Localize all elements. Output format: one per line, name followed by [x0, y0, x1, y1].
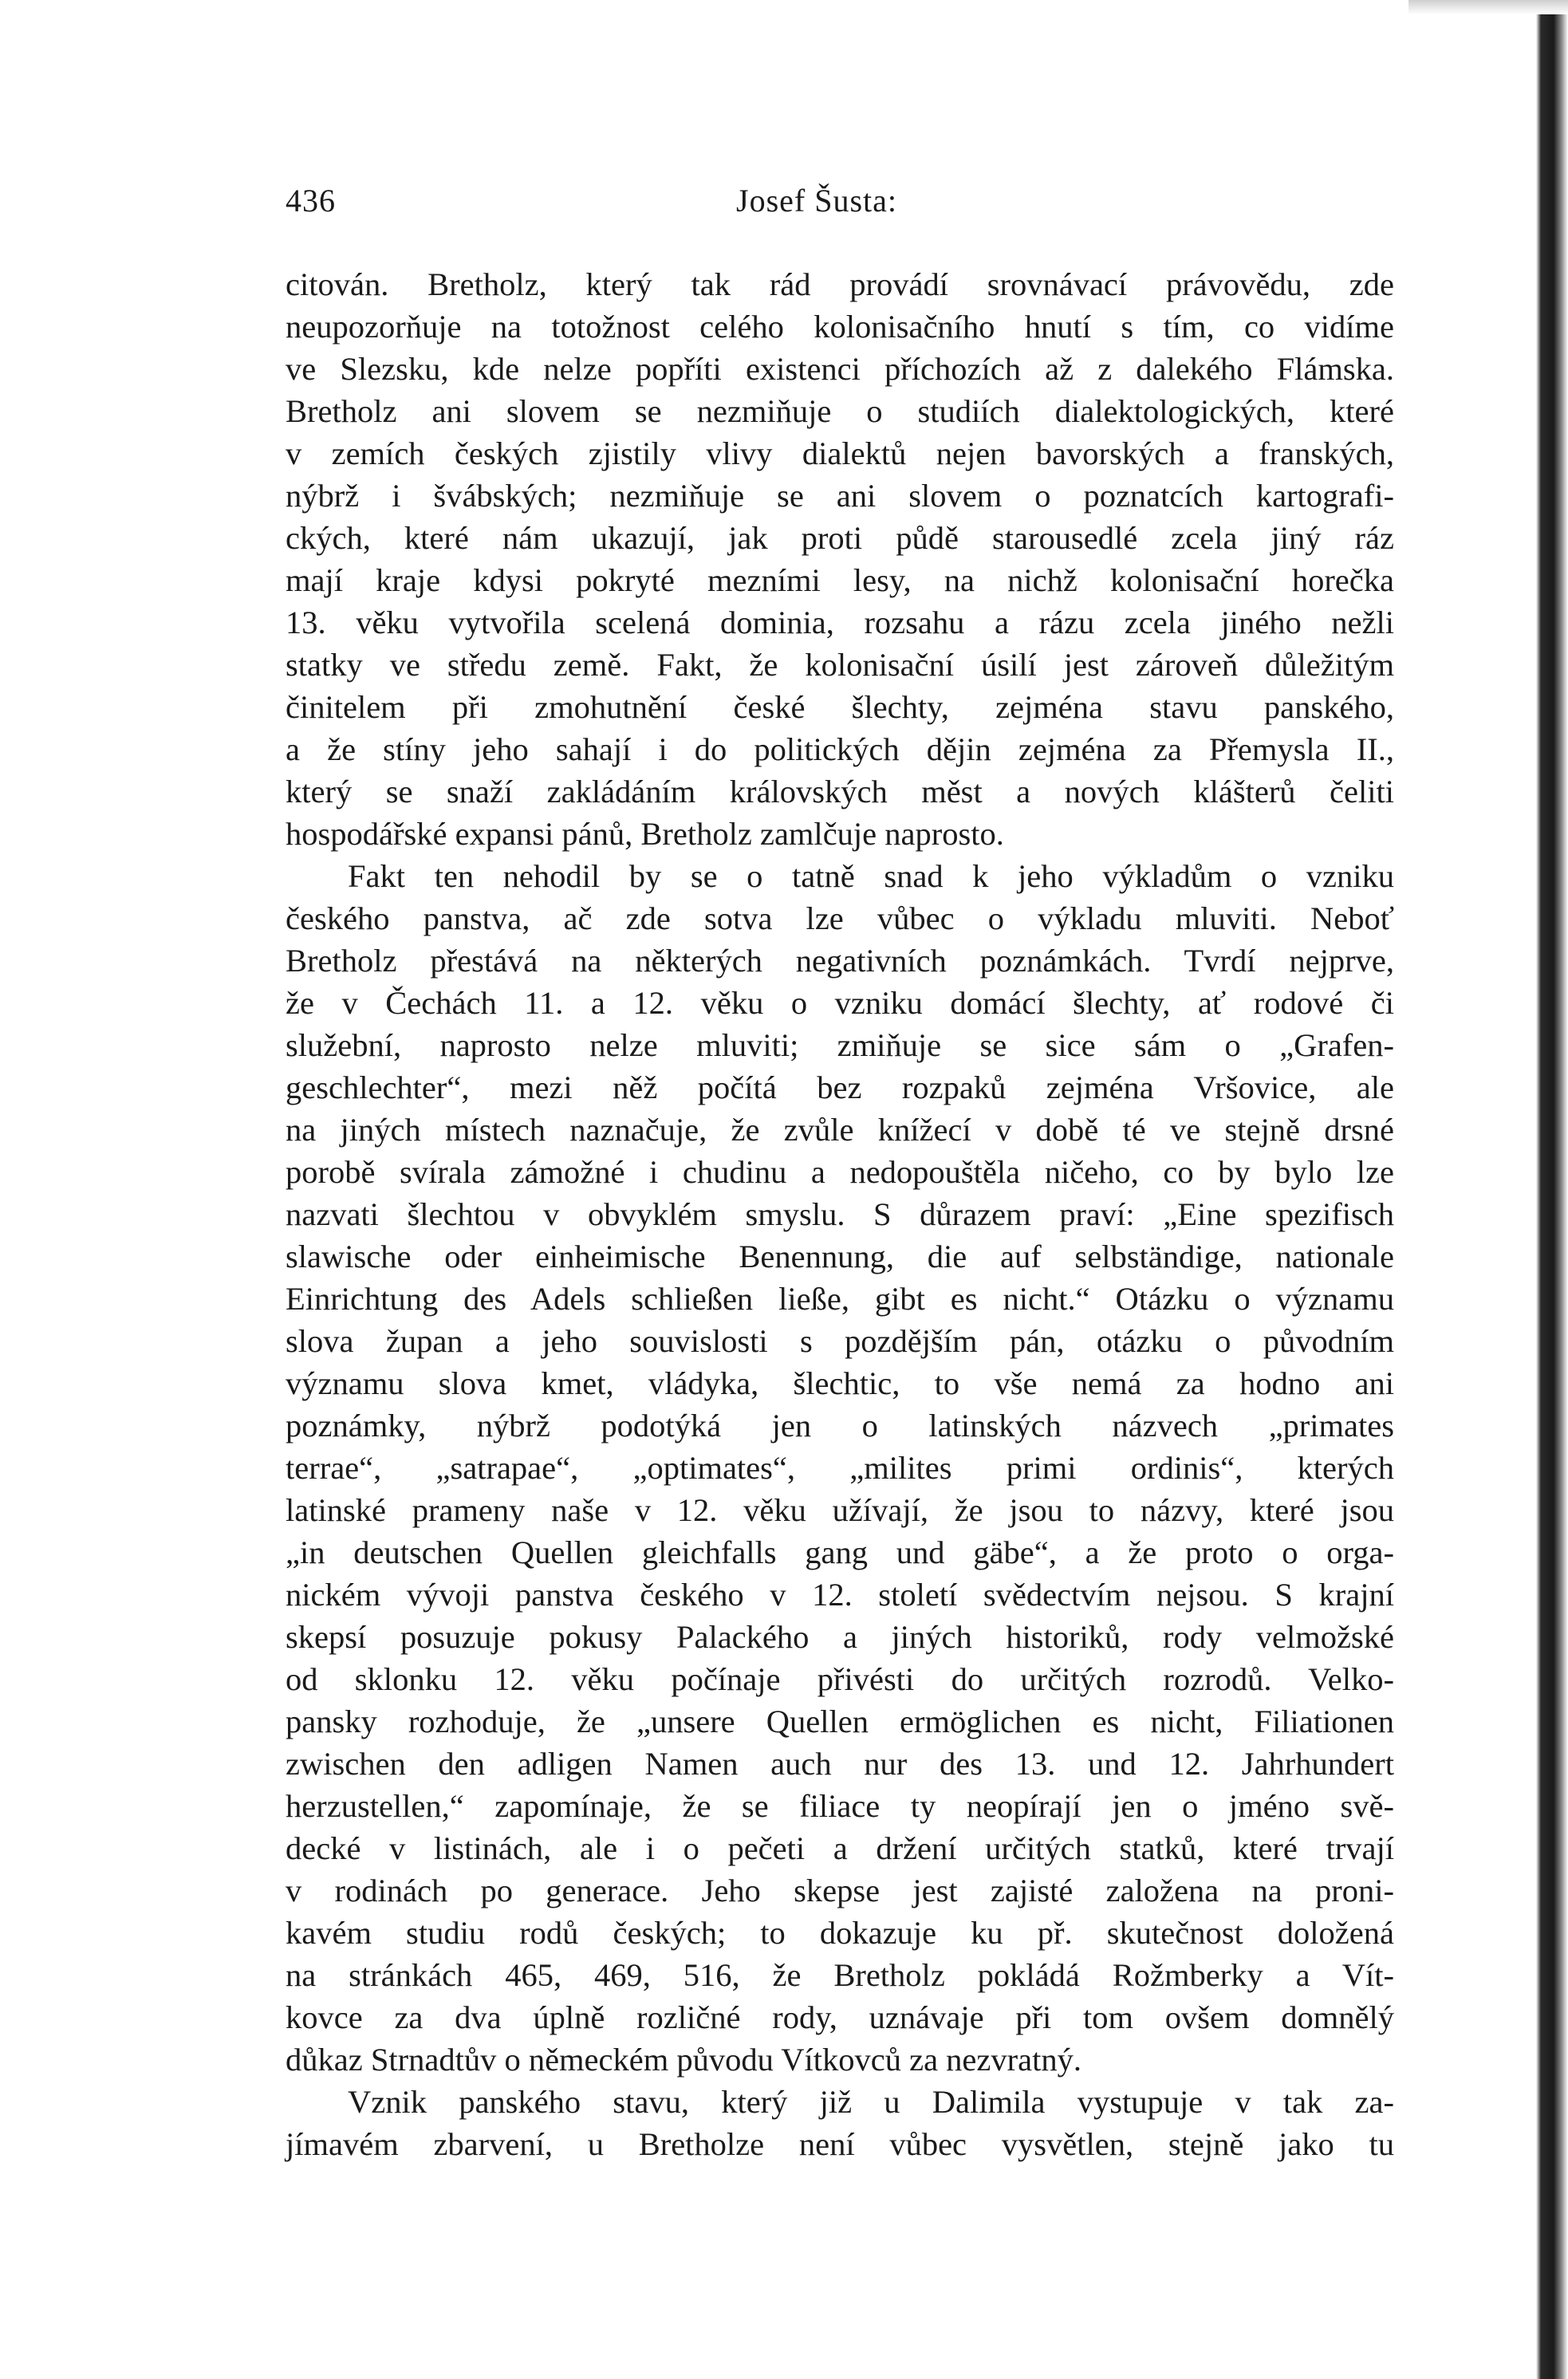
text-line: Fakt ten nehodil by se o tatně snad k jeho výkladům o vzniku [348, 858, 1394, 894]
text-line: „in deutschen Quellen gleichfalls gang und gäbe“, a že proto o orga- [286, 1534, 1394, 1570]
text-line: na jiných místech naznačuje, že zvůle knížecí v době té ve stejně drsné [286, 1112, 1394, 1148]
text-line: citován. Bretholz, který tak rád provádí srovnávací právovědu, zde [286, 266, 1394, 302]
text-line: Einrichtung des Adels schließen ließe, gibt es nicht.“ Otázku o významu [286, 1281, 1394, 1317]
text-line: geschlechter“, mezi něž počítá bez rozpaků zejména Vršovice, ale [286, 1069, 1394, 1105]
text-line: porobě svírala zámožné i chudinu a nedopouštěla ničeho, co by bylo lze [286, 1154, 1394, 1190]
text-line: herzustellen,“ zapomínaje, že se filiace ty neopírají jen o jméno svě- [286, 1788, 1394, 1824]
scan-shadow [1408, 0, 1568, 14]
text-line: nazvati šlechtou v obvyklém smyslu. S důrazem praví: „Eine spezifisch [286, 1196, 1394, 1232]
text-line: a že stíny jeho sahají i do politických dějin zejména za Přemysla II., [286, 731, 1394, 767]
text-line: skepsí posuzuje pokusy Palackého a jiných historiků, rody velmožské [286, 1619, 1394, 1655]
text-line: jímavém zbarvení, u Bretholze není vůbec vysvětlen, stejně jako tu [286, 2126, 1394, 2162]
text-line: 13. věku vytvořila scelená dominia, rozsahu a rázu zcela jiného nežli [286, 605, 1394, 640]
text-line: kavém studiu rodů českých; to dokazuje ku př. skutečnost doložená [286, 1915, 1394, 1951]
text-line: ckých, které nám ukazují, jak proti půdě starousedlé zcela jiný ráz [286, 520, 1394, 556]
text-line: činitelem při zmohutnění české šlechty, zejména stavu panského, [286, 689, 1394, 725]
paragraph-2 [286, 855, 1394, 2081]
text-line: ve Slezsku, kde nelze popříti existenci příchozích až z dalekého Flámska. [286, 351, 1394, 387]
text-line: že v Čechách 11. a 12. věku o vzniku domácí šlechty, ať rodové či [286, 985, 1394, 1021]
text-line: kovce za dva úplně rozličné rody, uznávaje při tom ovšem domnělý [286, 1999, 1394, 2035]
text-line: neupozorňuje na totožnost celého kolonisačního hnutí s tím, co vidíme [286, 309, 1394, 345]
text-line: významu slova kmet, vládyka, šlechtic, to vše nemá za hodno ani [286, 1365, 1394, 1401]
page-header [286, 182, 1394, 230]
body-text [286, 263, 1394, 2165]
text-line: Bretholz přestává na některých negativních poznámkách. Tvrdí nejprve, [286, 943, 1394, 979]
text-line: v zemích českých zjistily vlivy dialektů nejen bavorských a franských, [286, 435, 1394, 471]
page-number: 436 [286, 183, 336, 219]
text-line: českého panstva, ač zde sotva lze vůbec o výkladu mluviti. Neboť [286, 900, 1394, 936]
text-line: nickém vývoji panstva českého v 12. století svědectvím nejsou. S krajní [286, 1577, 1394, 1613]
text-line: poznámky, nýbrž podotýká jen o latinských názvech „primates [286, 1408, 1394, 1444]
text-line: pansky rozhoduje, že „unsere Quellen ermöglichen es nicht, Filiationen [286, 1704, 1394, 1739]
text-line: slawische oder einheimische Benennung, die auf selbständige, nationale [286, 1239, 1394, 1274]
text-line: slova župan a jeho souvislosti s pozdějším pán, otázku o původním [286, 1323, 1394, 1359]
text-line: terrae“, „satrapae“, „optimates“, „milites primi ordinis“, kterých [286, 1450, 1394, 1486]
text-line: hospodářské expansi pánů, Bretholz zamlčuje naprosto. [286, 816, 1004, 852]
text-line: statky ve středu země. Fakt, že kolonisační úsilí jest zároveň důležitým [286, 647, 1394, 683]
text-line: Vznik panského stavu, který již u Dalimila vystupuje v tak za- [348, 2084, 1394, 2120]
running-head: Josef Šusta: [736, 183, 897, 219]
text-line: který se snaží zakládáním královských měst a nových klášterů čeliti [286, 774, 1394, 809]
text-line: v rodinách po generace. Jeho skepse jest zajisté založena na proni- [286, 1873, 1394, 1908]
text-line: decké v listinách, ale i o pečeti a držení určitých statků, které trvají [286, 1830, 1394, 1866]
scan-page-edge [1530, 0, 1568, 2379]
text-line: mají kraje kdysi pokryté mezními lesy, na nichž kolonisační horečka [286, 562, 1394, 598]
text-line: latinské prameny naše v 12. věku užívají, že jsou to názvy, které jsou [286, 1492, 1394, 1528]
text-line: Bretholz ani slovem se nezmiňuje o studiích dialektologických, které [286, 393, 1394, 429]
paragraph-3 [286, 2081, 1394, 2165]
text-line: na stránkách 465, 469, 516, že Bretholz pokládá Rožmberky a Vít- [286, 1957, 1394, 1993]
text-line: důkaz Strnadtův o německém původu Vítkovců za nezvratný. [286, 2042, 1081, 2078]
paragraph-1 [286, 263, 1394, 855]
text-line: služební, naprosto nelze mluviti; zmiňuje se sice sám o „Grafen- [286, 1027, 1394, 1063]
text-line: zwischen den adligen Namen auch nur des 13. und 12. Jahrhundert [286, 1746, 1394, 1782]
text-line: od sklonku 12. věku počínaje přivésti do určitých rozrodů. Velko- [286, 1661, 1394, 1697]
text-line: nýbrž i švábských; nezmiňuje se ani slovem o poznatcích kartografi- [286, 478, 1394, 514]
